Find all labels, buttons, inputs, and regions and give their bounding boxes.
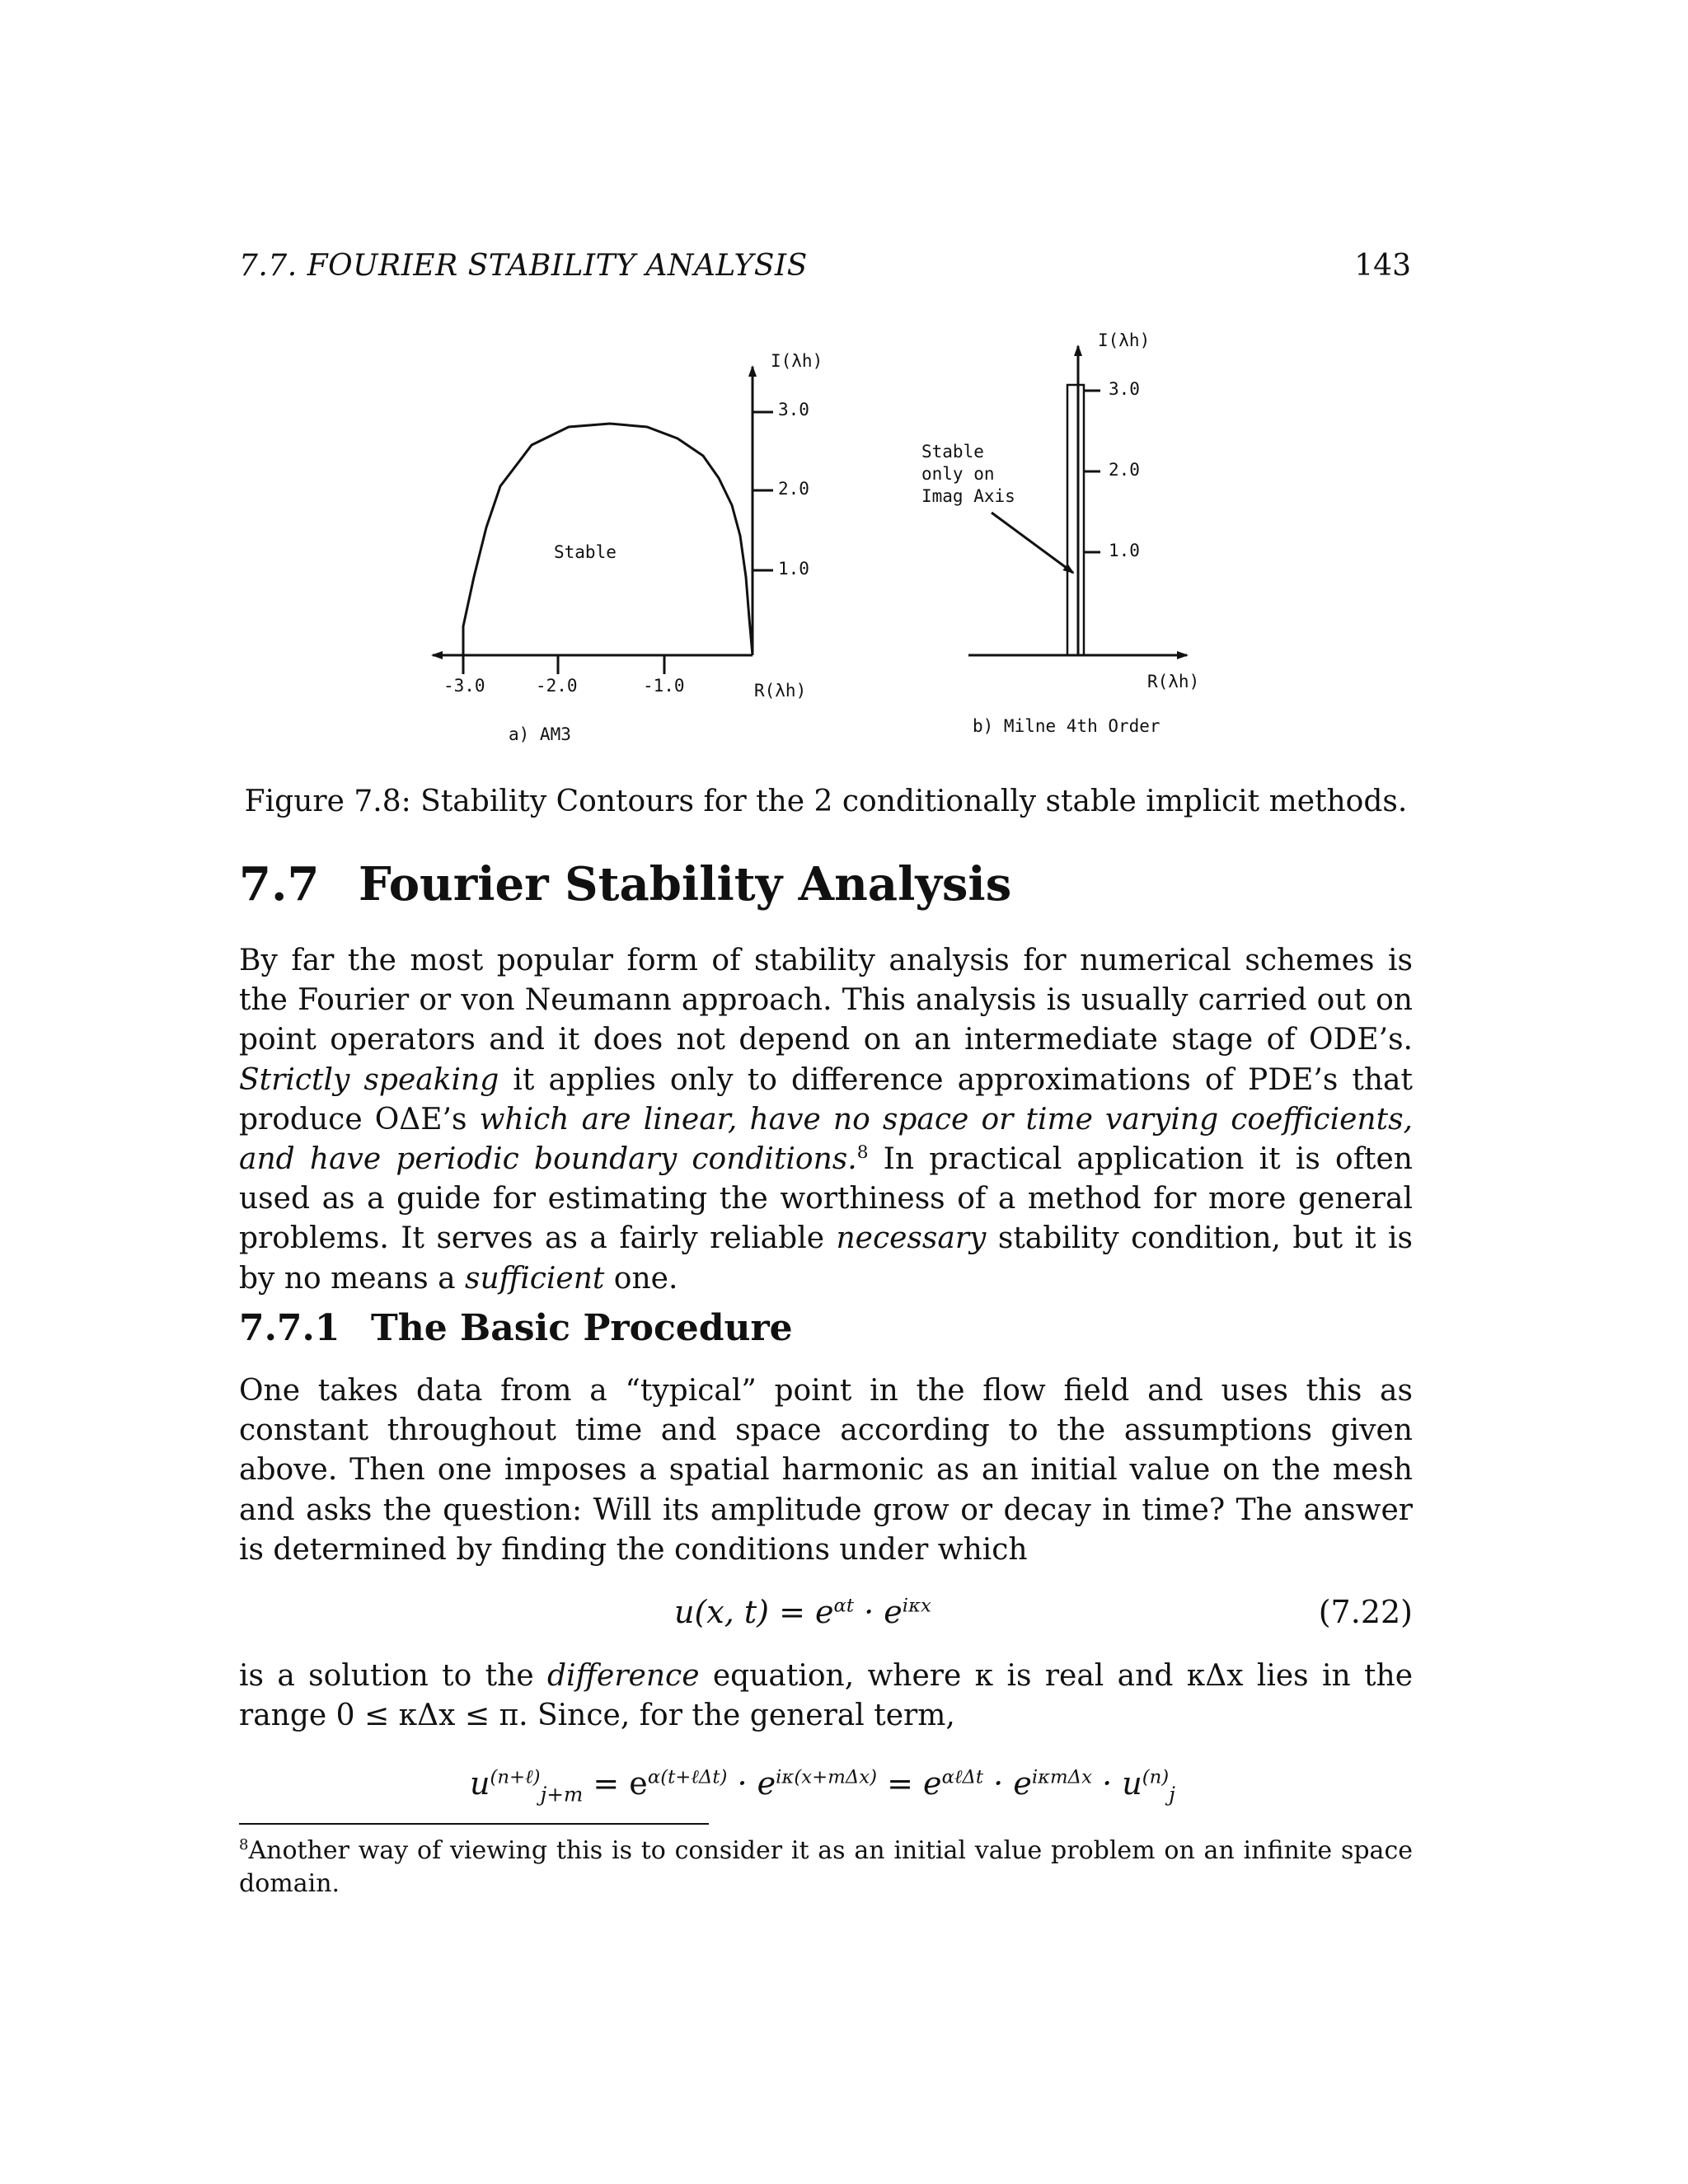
panel-b-label: b) Milne 4th Order xyxy=(973,716,1160,736)
footnote-mark: 8 xyxy=(856,1142,869,1164)
running-head: 7.7. FOURIER STABILITY ANALYSIS xyxy=(239,249,808,283)
panel-b-ytick-label: 1.0 xyxy=(1109,541,1140,560)
panel-a-region-label: Stable xyxy=(554,542,617,562)
panel-a-xtick-label: -3.0 xyxy=(443,676,485,696)
panel-b-y-axis-label: I(λh) xyxy=(1098,330,1151,350)
stability-figure xyxy=(0,0,1688,791)
solution-paragraph: is a solution to the difference equation, where κ is real and κΔx lies in the range 0 ≤ κΔx ≤ π. Since, for the general term, xyxy=(239,1659,1414,1733)
subsection-title: The Basic Procedure xyxy=(371,1307,793,1349)
footnote-marker: 8 xyxy=(239,1836,249,1854)
general-term-equation: $u^{(n+\ell)}_{j+m} = e^{\alpha(t+\ell\Delta t)} \cdot e^{i\kappa(x+m\Delta x)} = e^{\alpha\ell\Delta t} \cdot e^{i\kappa m\Delta x} \cdot u^{(n)}_j$ xyxy=(470,1765,1175,1807)
procedure-paragraph: One takes data from a “typical” point in the flow field and uses this as constant throughout time and space according to the assumptions given above. Then one imposes a spatial harmonic as an initial value on the mesh and asks the question: Will its amplitude grow or decay in time? The answer is determined by finding the conditions under which xyxy=(239,1374,1413,1567)
footnote: $^8$Another way of viewing this is to consider it as an initial value problem on an infinite space domain. xyxy=(239,1836,1413,1898)
panel-a-stability-contour xyxy=(463,424,753,655)
panel-a-x-axis-label: R(λh) xyxy=(754,681,807,701)
subsection-number: 7.7.1 xyxy=(239,1307,340,1349)
panel-b-stable-strip xyxy=(1067,385,1084,655)
panel-a-y-axis-label: I(λh) xyxy=(771,351,823,371)
panel-b-ytick-label: 3.0 xyxy=(1109,379,1140,399)
section-title: Fourier Stability Analysis xyxy=(359,857,1012,912)
panel-b-annotation-line: only on xyxy=(921,464,995,484)
section-heading xyxy=(239,857,1011,912)
panel-b-annotation-line: Stable xyxy=(921,442,984,462)
panel-a-ytick-label: 3.0 xyxy=(778,400,809,419)
panel-b-annotation-arrow xyxy=(992,513,1073,573)
panel-b-annotation-line: Imag Axis xyxy=(921,486,1015,506)
panel-a-xtick-label: -2.0 xyxy=(536,676,578,696)
panel-a-xtick-label: -1.0 xyxy=(643,676,685,696)
panel-a-ytick-label: 1.0 xyxy=(778,559,809,579)
footnote-rule xyxy=(239,1823,709,1825)
subsection-heading xyxy=(239,1307,793,1349)
figure-caption: Figure 7.8: Stability Contours for the 2 conditionally stable implicit methods. xyxy=(244,785,1408,818)
panel-a xyxy=(433,367,773,674)
page-number: 143 xyxy=(1354,249,1411,283)
panel-a-ytick-label: 2.0 xyxy=(778,479,809,499)
panel-b-x-axis-label: R(λh) xyxy=(1147,672,1200,691)
equation-number: (7.22) xyxy=(1318,1594,1413,1630)
panel-a-label: a) AM3 xyxy=(509,724,571,744)
intro-paragraph: By far the most popular form of stability analysis for numerical schemes is the Fourier or von Neumann approach. This analysis is usually carried out on point operators and it does not depend on an intermediate stage of ODE’s. Strictly speaking it applies only to difference approximations of PDE’s that produce OΔE’s which are linear, have no space or time varying coefficients, and have periodic boundary conditions.$^8$ In practical application it is often used as a guide for estimating the worthiness of a method for more general problems. It serves as a fairly reliable necessary stability condition, but it is by no means a sufficient one. xyxy=(239,944,1413,1296)
section-number: 7.7 xyxy=(239,857,320,912)
panel-b-ytick-label: 2.0 xyxy=(1109,460,1140,480)
